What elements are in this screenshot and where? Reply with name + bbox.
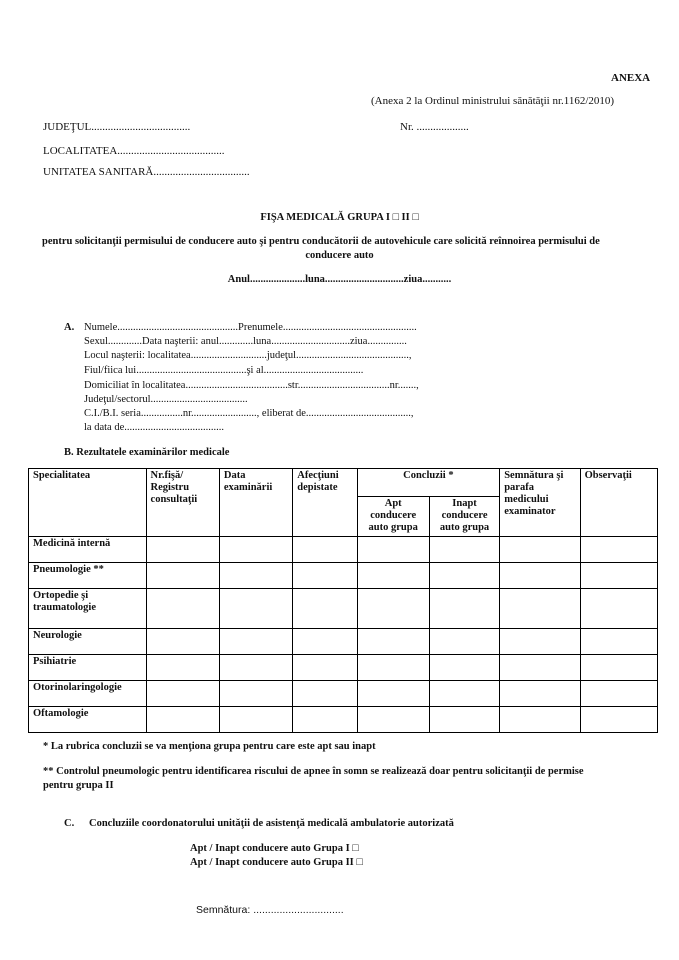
header-semnatura: Semnătura şi parafa medicului examinator — [500, 469, 580, 537]
cell-data[interactable] — [219, 563, 292, 589]
cell-inapt[interactable] — [429, 707, 499, 733]
sex-data-nasterii-field[interactable]: Sexul.............Data naşterii: anul.............luna..............................ziua............... — [84, 336, 407, 347]
cell-afectiuni[interactable] — [293, 707, 357, 733]
section-c-letter: C. — [64, 818, 75, 829]
cell-nr-fisa[interactable] — [146, 681, 219, 707]
locul-nasterii-field[interactable]: Locul naşterii: localitatea.............................judeţul..........................................., — [84, 350, 412, 361]
cell-inapt[interactable] — [429, 589, 499, 629]
cell-apt[interactable] — [357, 563, 429, 589]
cell-inapt[interactable] — [429, 681, 499, 707]
unitate-sanitara-field[interactable]: UNITATEA SANITARĂ................................... — [43, 166, 250, 178]
cell-data[interactable] — [219, 589, 292, 629]
annex-label: ANEXA — [611, 72, 651, 84]
cell-afectiuni[interactable] — [293, 537, 357, 563]
form-subtitle-line2: conducere auto — [305, 250, 374, 261]
footnote-concluzii: * La rubrica concluzii se va menţiona grupa pentru care este apt sau inapt — [43, 741, 376, 752]
domiciliu-field[interactable]: Domiciliat în localitatea.......................................str...................................nr......., — [84, 380, 419, 391]
table-row-medicina-interna — [29, 537, 658, 563]
cell-observatii[interactable] — [580, 629, 657, 655]
cell-nr-fisa[interactable] — [146, 537, 219, 563]
cell-apt[interactable] — [357, 589, 429, 629]
cell-apt[interactable] — [357, 537, 429, 563]
cell-afectiuni[interactable] — [293, 655, 357, 681]
signature-field[interactable]: Semnătura: ............................... — [196, 904, 344, 916]
table-row-psihiatrie — [29, 655, 658, 681]
cell-apt[interactable] — [357, 707, 429, 733]
cell-data[interactable] — [219, 681, 292, 707]
annex-reference: (Anexa 2 la Ordinul ministrului sănătăţii nr.1162/2010) — [371, 95, 615, 107]
localitate-field[interactable]: LOCALITATEA....................................... — [43, 145, 225, 157]
specialty-label: Ortopedie şi traumatologie — [29, 589, 147, 629]
cell-inapt[interactable] — [429, 563, 499, 589]
cell-semnatura[interactable] — [500, 707, 580, 733]
cell-semnatura[interactable] — [500, 629, 580, 655]
cell-semnatura[interactable] — [500, 537, 580, 563]
specialty-label: Pneumologie ** — [29, 563, 147, 589]
specialty-label: Psihiatrie — [29, 655, 147, 681]
cell-observatii[interactable] — [580, 563, 657, 589]
header-data-examinarii: Data examinării — [219, 469, 292, 537]
cell-observatii[interactable] — [580, 537, 657, 563]
numele-prenumele-field[interactable]: Numele..............................................Prenumele................................................... — [84, 322, 417, 333]
cell-data[interactable] — [219, 629, 292, 655]
form-title: FIŞA MEDICALĂ GRUPA I □ II □ — [260, 212, 419, 223]
conclusion-option-group2[interactable]: Apt / Inapt conducere auto Grupa II □ — [190, 857, 363, 868]
specialty-label: Neurologie — [29, 629, 147, 655]
nr-field[interactable]: Nr. ................... — [400, 121, 469, 133]
table-row-oftalmologie — [29, 707, 658, 733]
footnote-pneumologie-line1: ** Controlul pneumologic pentru identificarea riscului de apnee în somn se realizează doar pentru solicitanţii de permise — [43, 766, 584, 777]
header-concluzii: Concluzii * — [357, 469, 500, 497]
table-header-row — [29, 469, 658, 497]
cell-semnatura[interactable] — [500, 655, 580, 681]
exam-results-table — [28, 468, 658, 733]
cell-afectiuni[interactable] — [293, 629, 357, 655]
cell-afectiuni[interactable] — [293, 589, 357, 629]
specialty-label: Oftamologie — [29, 707, 147, 733]
conclusion-option-group1[interactable]: Apt / Inapt conducere auto Grupa I □ — [190, 843, 359, 854]
act-identitate-field[interactable]: C.I./B.I. seria................nr........................., eliberat de........................................, — [84, 408, 414, 419]
table-row-neurologie — [29, 629, 658, 655]
cell-data[interactable] — [219, 707, 292, 733]
section-c-title: Concluziile coordonatorului unităţii de asistenţă medicală ambulatorie autorizată — [89, 818, 454, 829]
footnote-pneumologie-line2: pentru grupa II — [43, 780, 114, 791]
section-a-letter: A. — [64, 322, 75, 333]
parinti-field[interactable]: Fiul/fiica lui..........................................şi al...................................... — [84, 365, 364, 376]
cell-nr-fisa[interactable] — [146, 707, 219, 733]
header-afectiuni: Afecţiuni depistate — [293, 469, 357, 537]
cell-observatii[interactable] — [580, 655, 657, 681]
cell-observatii[interactable] — [580, 681, 657, 707]
cell-data[interactable] — [219, 537, 292, 563]
form-date-line[interactable]: Anul.....................luna..............................ziua........... — [227, 274, 452, 285]
section-b-title: B. Rezultatele examinărilor medicale — [64, 447, 230, 458]
cell-nr-fisa[interactable] — [146, 655, 219, 681]
specialty-label: Medicină internă — [29, 537, 147, 563]
header-specialitate: Specialitatea — [29, 469, 147, 537]
table-row-ortopedie — [29, 589, 658, 629]
specialty-label: Otorinolaringologie — [29, 681, 147, 707]
cell-apt[interactable] — [357, 681, 429, 707]
header-nr-fisa: Nr.fişă/ Registru consultaţii — [146, 469, 219, 537]
cell-semnatura[interactable] — [500, 681, 580, 707]
judet-field[interactable]: JUDEŢUL.................................... — [43, 121, 191, 133]
cell-afectiuni[interactable] — [293, 681, 357, 707]
data-eliberarii-field[interactable]: la data de...................................... — [84, 422, 224, 433]
cell-observatii[interactable] — [580, 707, 657, 733]
cell-apt[interactable] — [357, 629, 429, 655]
cell-afectiuni[interactable] — [293, 563, 357, 589]
cell-nr-fisa[interactable] — [146, 629, 219, 655]
judet-sector-field[interactable]: Judeţul/sectorul..................................... — [84, 394, 248, 405]
cell-apt[interactable] — [357, 655, 429, 681]
form-subtitle-line1: pentru solicitanţii permisului de conducere auto şi pentru conducătorii de autovehicule care solicită reînnoirea permisului de — [42, 236, 600, 247]
cell-nr-fisa[interactable] — [146, 589, 219, 629]
cell-observatii[interactable] — [580, 589, 657, 629]
cell-inapt[interactable] — [429, 655, 499, 681]
header-inapt: Inapt conducere auto grupa — [429, 497, 499, 537]
table-row-orl — [29, 681, 658, 707]
table-row-pneumologie — [29, 563, 658, 589]
header-observatii: Observaţii — [580, 469, 657, 537]
cell-semnatura[interactable] — [500, 563, 580, 589]
cell-nr-fisa[interactable] — [146, 563, 219, 589]
cell-data[interactable] — [219, 655, 292, 681]
cell-inapt[interactable] — [429, 537, 499, 563]
cell-inapt[interactable] — [429, 629, 499, 655]
cell-semnatura[interactable] — [500, 589, 580, 629]
header-apt: Apt conducere auto grupa — [357, 497, 429, 537]
